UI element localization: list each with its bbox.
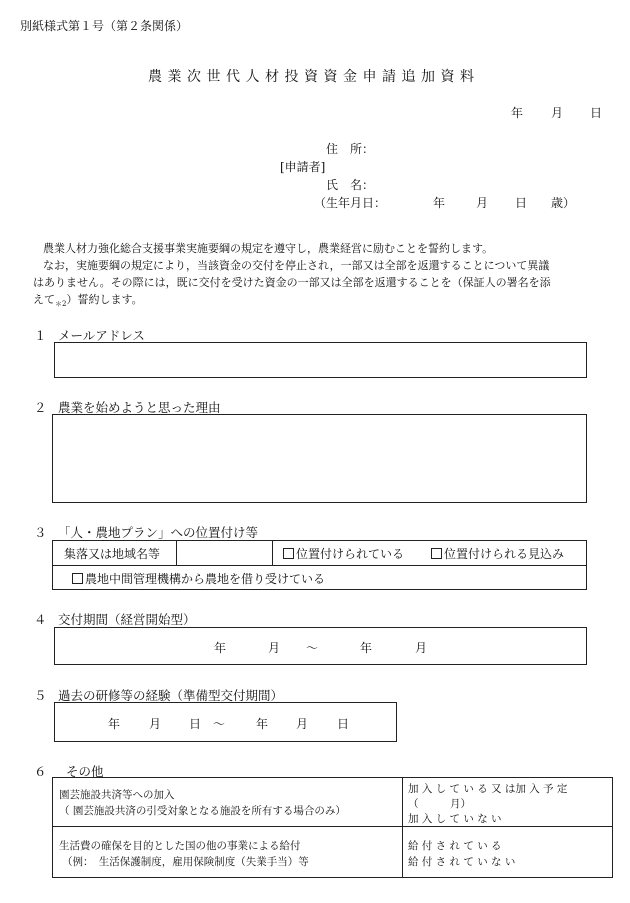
checkbox-farmland-bank[interactable]: 農地中間管理機構から農地を借り受けている (72, 570, 325, 587)
section-title: 農業を始めようと思った理由 (58, 400, 221, 415)
option-not-enrolled[interactable]: 加 入 し て い な い (408, 813, 502, 825)
community-label: 集落又は地域名等 (64, 547, 161, 561)
form-id: 別紙様式第１号（第２条関係） (20, 19, 189, 33)
option-enrolled[interactable]: 加 入 し て い る 又 は加 入 予 定 (408, 783, 568, 795)
enroll-month[interactable]: （ 月） (408, 798, 471, 810)
grant-period-field[interactable] (54, 627, 587, 665)
other-benefits-label: 生活費の確保を目的とした国の他の事業による給付 (59, 840, 301, 852)
reason-textarea[interactable] (52, 414, 587, 503)
checkbox-positioned[interactable]: 位置付けられている (283, 545, 404, 562)
birth-label: （生年月日： (314, 196, 387, 210)
section-title: 過去の研修等の経験（準備型交付期間） (58, 688, 284, 703)
applicant-bracket: [申請者] (280, 160, 326, 174)
section-title: 「人・農地プラン」への位置付け等 (58, 525, 259, 540)
address-label: 住 所： (326, 142, 375, 156)
option-not-receiving[interactable]: 給 付 さ れ て い な い (408, 856, 516, 868)
section-title: その他 (66, 764, 104, 779)
option-receiving[interactable]: 給 付 さ れ て い る (408, 840, 502, 852)
page-title: 農業次世代人材投資資金申請追加資料 (148, 69, 480, 85)
name-label: 氏 名： (326, 178, 375, 192)
horticulture-insurance-label: 園芸施設共済等への加入 (59, 789, 175, 801)
email-field[interactable] (54, 342, 587, 378)
community-name-field[interactable] (177, 541, 271, 564)
section-title: メールアドレス (58, 328, 145, 343)
section-title: 交付期間（経営開始型） (58, 612, 196, 627)
checkbox-expected[interactable]: 位置付けられる見込み (431, 545, 564, 562)
